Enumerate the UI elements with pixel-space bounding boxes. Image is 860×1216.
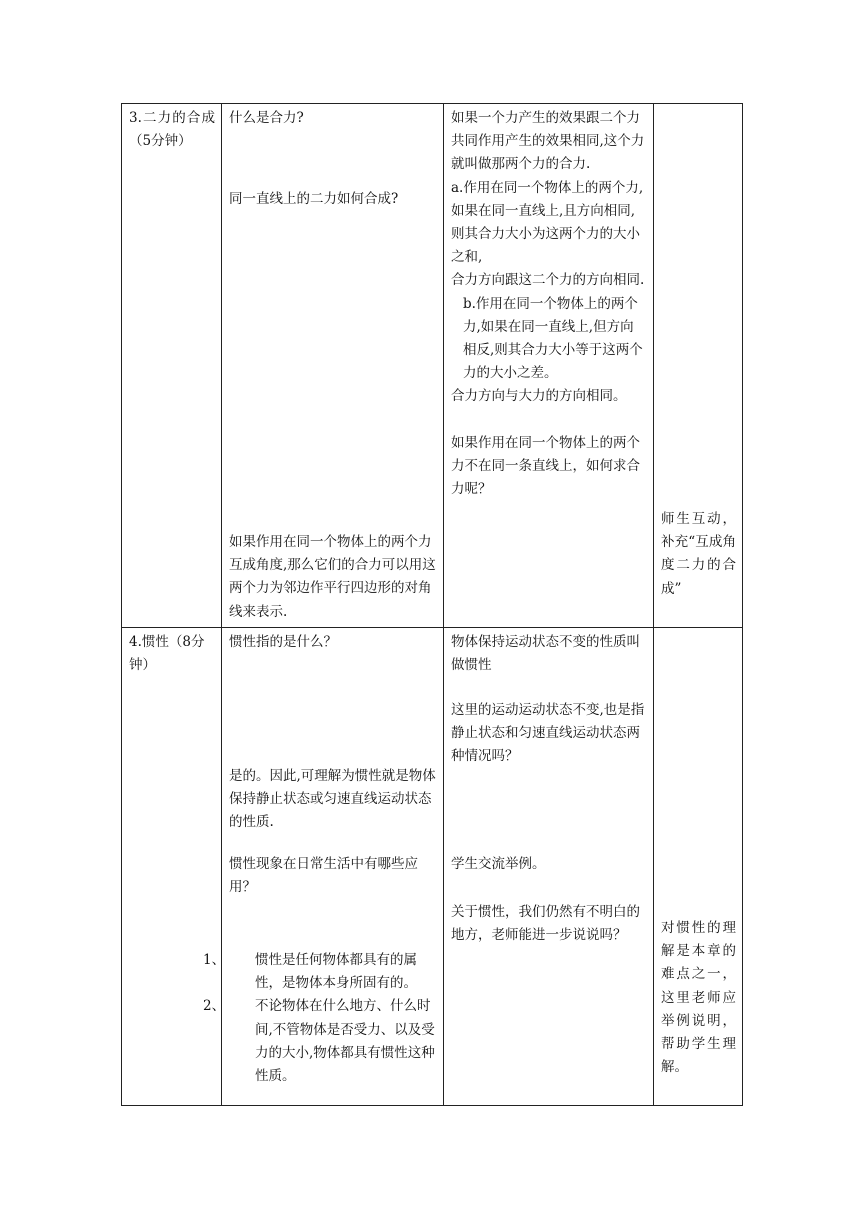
student-answer: 如果一个力产生的效果跟二个力共同作用产生的效果相同,这个力就叫做那两个力的合力. [451,110,645,173]
teacher-question: 什么是合力? [229,110,304,126]
teacher-cell [203,628,444,1106]
teacher-question: 惯性指的是什么？ [229,634,337,650]
stage-text: 3.二力的合成（5分钟） [129,110,215,150]
teacher-explanation: 是的。因此,可理解为惯性就是物体保持静止状态或匀速直线运动状态的性质. [229,768,436,831]
teacher-note: 如果作用在同一个物体上的两个力互成角度,那么它们的合力可以用这两个力为邻边作平行四边形的对角线来表示. [229,534,436,620]
student-question: 这里的运动运动状态不变,也是指静止状态和匀速直线运动状态两种情况吗？ [451,702,645,765]
student-answer: a.作用在同一个物体上的两个力,如果在同一直线上,且方向相同,则其合力大小为这两个力的大小之和, [451,179,644,266]
remark-cell [654,628,743,1106]
student-question: 关于惯性，我们仍然有不明白的地方，老师能进一步说说吗？ [451,904,640,944]
teacher-question: 同一直线上的二力如何合成? [229,191,399,208]
teacher-points-list [203,949,437,1088]
stage-text: 4.惯性（8分钟） [129,634,205,674]
list-text: 不论物体在什么地方、什么时间,不管物体是否受力、以及受力的大小,物体都具有惯性这种性质。 [255,998,435,1085]
student-question: 如果作用在同一个物体上的两个力不在同一条直线上，如何求合力呢？ [451,434,640,498]
lesson-plan-table [121,103,743,1106]
table-row [122,104,743,628]
student-answer: 合力方向跟这二个力的方向相同. [451,272,645,289]
teacher-cell [222,104,444,628]
list-number: 1、 [203,952,226,968]
student-cell [444,104,654,628]
remark-text: 师生互动，补充“互成角度二力的合成” [661,511,736,597]
list-item [203,995,437,1088]
student-answer: 物体保持运动状态不变的性质叫做惯性 [451,634,640,674]
list-number: 2、 [203,998,226,1015]
student-cell [444,628,654,1106]
table-row [122,628,743,1106]
remark-cell [654,104,743,628]
list-item [203,949,437,995]
list-text: 惯性是任何物体都具有的属性，是物体本身所固有的。 [255,952,417,992]
remark-text: 对惯性的理解是本章的难点之一，这里老师应举例说明，帮助学生理解。 [661,920,736,1076]
student-activity: 学生交流举例。 [451,856,546,872]
student-answer: b.作用在同一个物体上的两个力,如果在同一直线上,但方向相反,则其合力大小等于这两个力的大小之差。 [463,295,643,382]
teacher-question: 惯性现象在日常生活中有哪些应用？ [229,856,418,896]
stage-cell [122,628,222,1106]
stage-cell [122,104,222,628]
student-answer: 合力方向与大力的方向相同。 [451,388,627,405]
